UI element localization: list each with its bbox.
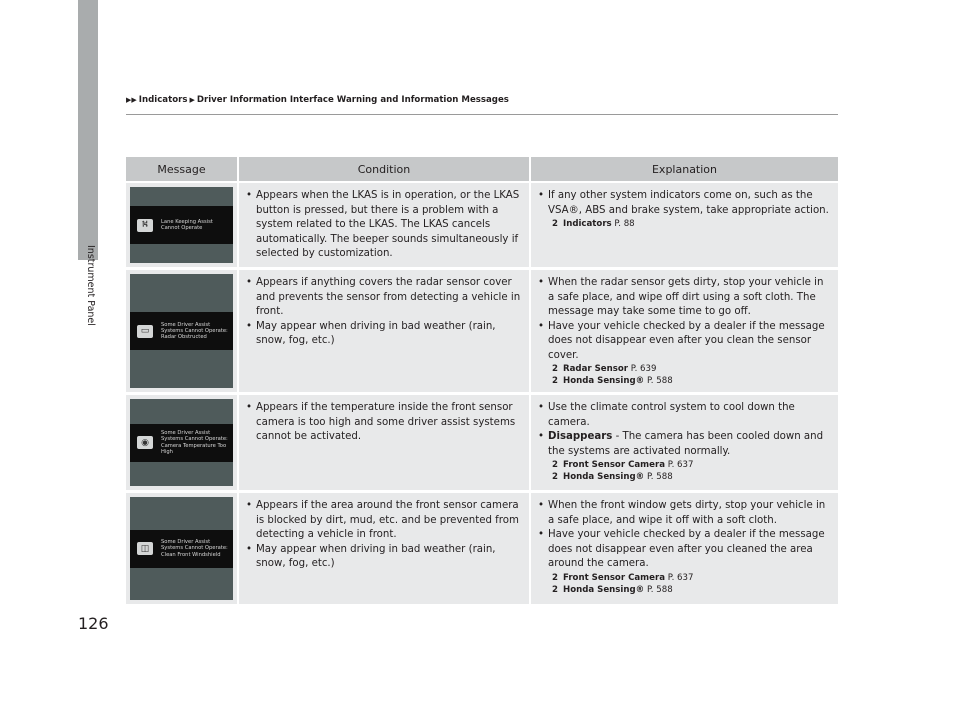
explanation-cell (529, 183, 838, 267)
reference-icon: 2 (552, 572, 558, 583)
table-row (126, 493, 838, 604)
header-condition: Condition (237, 157, 529, 181)
reference-icon: 2 (552, 219, 558, 229)
explanation-cell (529, 270, 838, 392)
display-screen (130, 497, 233, 600)
header-explanation: Explanation (529, 157, 838, 181)
table-row (126, 270, 838, 392)
display-message (130, 312, 233, 350)
reference-icon: 2 (552, 376, 558, 386)
condition-cell (237, 270, 529, 392)
reference-icon: 2 (552, 364, 558, 374)
condition-cell (237, 395, 529, 490)
explanation-item: • Disappears - The camera has been cooled down and the systems are activated normally. (537, 430, 830, 459)
table-header (126, 157, 838, 181)
condition-item: • Appears if the area around the front sensor camera is blocked by dirt, mud, etc. and be prevented from detecting a vehicle in front. (245, 499, 521, 543)
explanation-cell (529, 493, 838, 604)
page-number: 126 (78, 614, 109, 633)
explanation-item: • If any other system indicators come on, such as the VSA®, ABS and brake system, take appropriate action. (537, 189, 830, 218)
explanation-item: • Use the climate control system to cool down the camera. (537, 401, 830, 430)
display-message-text: Lane Keeping Assist Cannot Operate (161, 218, 213, 231)
condition-item: • May appear when driving in bad weather (rain, snow, fog, etc.) (245, 543, 521, 572)
explanation-item: • When the front window gets dirty, stop your vehicle in a safe place, and wipe it off with a soft cloth. (537, 499, 830, 528)
reference-icon: 2 (552, 460, 558, 470)
header-message: Message (157, 162, 206, 176)
explanation-item: • Have your vehicle checked by a dealer if the message does not disappear even after you cleaned the area around the camera. (537, 528, 830, 572)
explanation-item: • When the radar sensor gets dirty, stop your vehicle in a safe place, and wipe off dirt using a soft cloth. The message may take some time to go off. (537, 276, 830, 320)
reference-icon: 2 (552, 472, 558, 482)
display-message-text: Some Driver Assist Systems Cannot Operate: Radar Obstructed (161, 321, 228, 341)
message-image-cell (126, 493, 237, 604)
page-reference[interactable]: 2 Front Sensor Camera P. 637 (552, 460, 694, 470)
display-screen (130, 399, 233, 486)
radar-icon: ▭ (137, 325, 153, 338)
display-message (130, 424, 233, 462)
condition-item: • Appears if anything covers the radar sensor cover and prevents the sensor from detecting a vehicle in front. (245, 276, 521, 320)
lkas-icon: ⛕ (137, 219, 153, 232)
breadcrumb (126, 95, 509, 105)
display-message-text: Some Driver Assist Systems Cannot Operate: Clean Front Windshield (161, 539, 228, 558)
condition-item: • May appear when driving in bad weather (rain, snow, fog, etc.) (245, 320, 521, 349)
page-reference[interactable]: 2 Honda Sensing® P. 588 (552, 584, 673, 595)
display-screen (130, 187, 233, 263)
display-message-text: Some Driver Assist Systems Cannot Operate: Camera Temperature Too High (161, 430, 228, 455)
message-image-cell (126, 395, 237, 490)
message-image-cell (126, 270, 237, 392)
display-message (130, 206, 233, 244)
breadcrumb-item-indicators[interactable]: Indicators (138, 95, 188, 105)
breadcrumb-arrow-icon: ▶▶ (126, 96, 137, 104)
table-row (126, 395, 838, 490)
section-side-tab (78, 0, 98, 260)
windshield-icon: ◫ (137, 542, 153, 555)
breadcrumb-item-current: Driver Information Interface Warning and Information Messages (196, 95, 509, 105)
display-message (130, 530, 233, 568)
page-reference[interactable]: 2 Radar Sensor P. 639 (552, 364, 657, 374)
page-reference[interactable]: 2 Honda Sensing® P. 588 (552, 376, 673, 386)
page-reference[interactable]: 2 Front Sensor Camera P. 637 (552, 572, 694, 583)
warning-messages-table (126, 157, 838, 607)
explanation-cell (529, 395, 838, 490)
page-reference[interactable]: 2 Honda Sensing® P. 588 (552, 472, 673, 482)
reference-icon: 2 (552, 584, 558, 595)
breadcrumb-arrow-icon: ▶ (189, 96, 195, 104)
header-rule (126, 114, 838, 115)
condition-cell (237, 183, 529, 267)
table-row (126, 183, 838, 267)
explanation-item: • Have your vehicle checked by a dealer if the message does not disappear even after you clean the sensor cover. (537, 320, 830, 364)
message-image-cell (126, 183, 237, 267)
condition-item: • Appears if the temperature inside the front sensor camera is too high and some driver assist systems cannot be activated. (245, 401, 521, 445)
condition-cell (237, 493, 529, 604)
condition-item: • Appears when the LKAS is in operation, or the LKAS button is pressed, but there is a problem with a system related to the LKAS. The LKAS cancels automatically. The beeper sounds simultaneously if selected by customization. (245, 189, 521, 262)
display-screen (130, 274, 233, 388)
camera-icon: ◉ (137, 436, 153, 449)
page-reference[interactable]: 2 Indicators P. 88 (552, 219, 635, 229)
